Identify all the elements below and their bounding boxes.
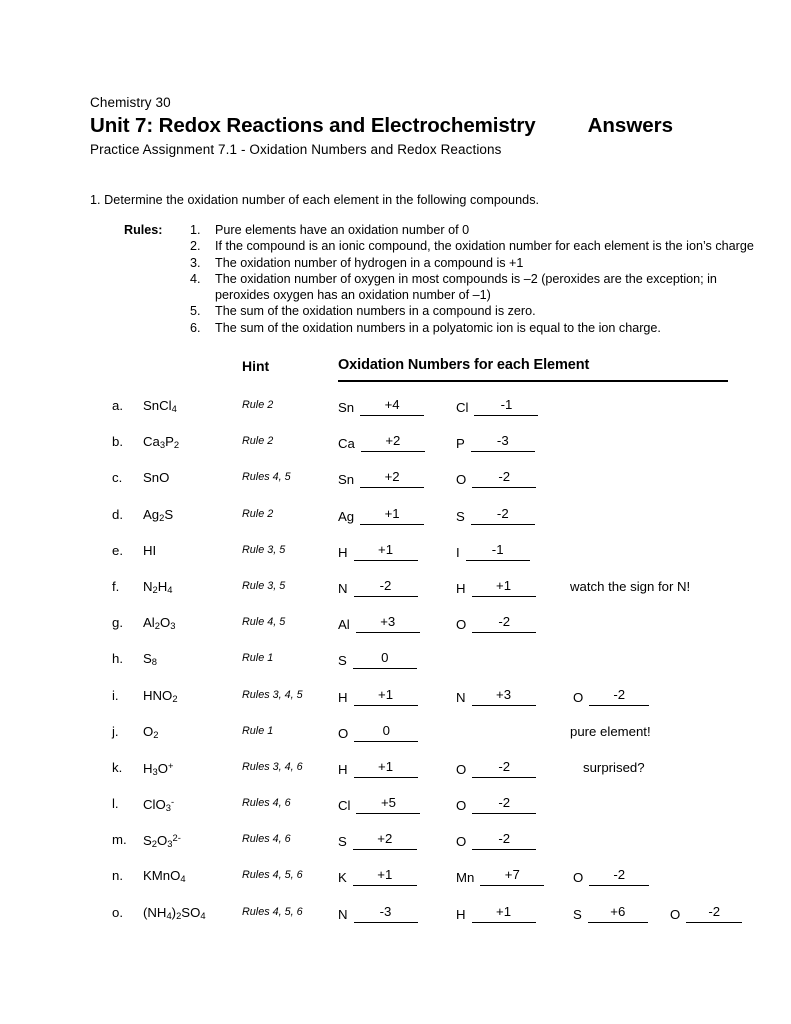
rule-hint: Rule 2 xyxy=(242,399,274,411)
rule-text: The oxidation number of oxygen in most compounds is –2 (peroxides are the exception; in peroxides oxygen has an oxidation number of –1) xyxy=(215,271,717,303)
oxidation-number-blank[interactable]: +1 xyxy=(360,506,424,525)
title-row xyxy=(90,113,730,138)
chemical-formula: $(NH_4)_2SO_4$ xyxy=(143,904,206,921)
chemical-formula: $HNO_2$ xyxy=(143,687,178,704)
element-symbol: N xyxy=(338,906,348,922)
rule-item xyxy=(190,255,760,271)
oxidation-answer-cell xyxy=(670,904,742,923)
oxidation-number-blank[interactable]: +5 xyxy=(356,795,420,814)
oxidation-answer-cell xyxy=(338,397,424,416)
oxidation-number-blank[interactable]: -1 xyxy=(474,397,538,416)
oxidation-number-blank[interactable]: -2 xyxy=(472,795,536,814)
oxidation-answer-cell xyxy=(456,397,538,416)
row-letter: d. xyxy=(112,506,123,522)
table-row xyxy=(90,538,791,574)
oxidation-number-blank[interactable]: -2 xyxy=(471,506,535,525)
answer-table xyxy=(90,393,791,936)
row-letter: m. xyxy=(112,832,127,848)
oxidation-answer-cell xyxy=(338,506,424,525)
oxidation-number-blank[interactable]: -2 xyxy=(589,687,649,706)
table-row xyxy=(90,863,791,899)
row-letter: l. xyxy=(112,796,119,812)
element-symbol: H xyxy=(456,580,466,596)
oxidation-answer-cell xyxy=(338,759,418,778)
oxidation-answer-cell xyxy=(338,614,420,633)
oxidation-answer-cell xyxy=(573,904,648,923)
element-symbol: Ca xyxy=(338,436,355,452)
element-symbol: K xyxy=(338,870,347,886)
rule-hint: Rule 2 xyxy=(242,435,274,448)
element-symbol: S xyxy=(338,653,347,669)
rule-hint: Rules 4, 6 xyxy=(242,797,291,810)
table-row xyxy=(90,610,791,646)
header-divider-line xyxy=(338,380,728,382)
oxidation-number-blank[interactable]: +1 xyxy=(354,759,418,778)
assignment-subtitle: Practice Assignment 7.1 - Oxidation Numbers and Redox Reactions xyxy=(90,142,502,157)
rule-text: The oxidation number of hydrogen in a compound is +1 xyxy=(215,255,524,270)
chemical-formula: $Al_2O_3$ xyxy=(143,615,176,632)
rule-hint: Rules 4, 5, 6 xyxy=(242,905,303,918)
oxidation-answer-cell xyxy=(338,542,418,561)
oxidation-number-blank[interactable]: +1 xyxy=(354,687,418,706)
rule-text: The sum of the oxidation numbers in a compound is zero. xyxy=(215,304,536,319)
table-row xyxy=(90,393,791,429)
oxidation-answer-cell xyxy=(456,867,544,886)
oxidation-number-blank[interactable]: -2 xyxy=(472,831,536,850)
chemical-formula: $O_2$ xyxy=(143,723,159,740)
oxidation-answer-cell xyxy=(456,469,536,488)
oxidation-number-blank[interactable]: -3 xyxy=(354,904,418,923)
rule-hint: Rule 1 xyxy=(242,652,274,665)
oxidation-number-blank[interactable]: +2 xyxy=(361,433,425,452)
oxidation-number-blank[interactable]: +1 xyxy=(472,904,536,923)
element-symbol: O xyxy=(338,725,349,741)
rule-hint: Rule 3, 5 xyxy=(242,543,286,556)
element-symbol: Cl xyxy=(338,798,351,814)
chemical-formula: ClO$_3$- xyxy=(143,796,175,814)
rule-number: 4. xyxy=(190,271,201,286)
element-symbol: Al xyxy=(338,617,350,633)
oxidation-number-blank[interactable]: +1 xyxy=(472,578,536,597)
oxidation-answer-cell xyxy=(573,867,649,886)
oxidation-answer-cell xyxy=(456,759,536,778)
oxidation-answer-cell xyxy=(338,904,418,923)
element-symbol: H xyxy=(456,906,466,922)
page-title: Unit 7: Redox Reactions and Electrochemistry xyxy=(90,114,536,137)
rule-item xyxy=(190,238,760,254)
rule-hint: Rules 4, 5, 6 xyxy=(242,869,303,882)
oxidation-answer-cell xyxy=(338,831,417,850)
oxidation-answer-cell xyxy=(456,542,530,561)
oxidation-number-blank[interactable]: +2 xyxy=(360,469,424,488)
table-row xyxy=(90,900,791,936)
row-note: surprised? xyxy=(583,759,645,775)
row-letter: e. xyxy=(112,542,123,558)
table-row xyxy=(90,827,791,863)
oxidation-number-blank[interactable]: -2 xyxy=(354,578,418,597)
row-letter: f. xyxy=(112,578,120,594)
rule-text: Pure elements have an oxidation number of 0 xyxy=(215,223,470,237)
oxidation-number-blank[interactable]: +7 xyxy=(480,867,544,886)
answers-label: Answers xyxy=(587,114,674,137)
element-symbol: O xyxy=(670,906,681,922)
table-row xyxy=(90,755,791,791)
oxidation-answer-cell xyxy=(456,578,536,597)
oxidation-number-blank[interactable]: +1 xyxy=(354,542,418,561)
element-symbol: Sn xyxy=(338,472,355,488)
oxidation-number-blank[interactable]: -2 xyxy=(472,759,536,778)
row-letter: o. xyxy=(112,904,123,920)
oxidation-number-blank[interactable]: -2 xyxy=(472,614,536,633)
chemical-formula: $Ca_3P_2$ xyxy=(143,434,180,451)
rule-number: 2. xyxy=(190,239,201,254)
table-row xyxy=(90,465,791,501)
oxidation-number-blank[interactable]: +6 xyxy=(588,904,648,923)
chemical-formula: HI xyxy=(143,542,157,558)
oxidation-answer-cell xyxy=(338,795,420,814)
rule-number: 3. xyxy=(190,255,201,270)
rule-number: 6. xyxy=(190,320,201,335)
element-symbol: O xyxy=(456,617,467,633)
oxidation-answer-cell xyxy=(456,831,536,850)
rule-item xyxy=(190,303,760,319)
rule-hint: Rules 4, 6 xyxy=(242,833,291,846)
table-row xyxy=(90,791,791,827)
table-row xyxy=(90,574,791,610)
rule-number: 5. xyxy=(190,304,201,319)
row-note: pure element! xyxy=(570,723,651,739)
chemical-formula: SnO xyxy=(143,470,170,486)
oxidation-answer-cell xyxy=(456,506,535,525)
rule-hint: Rules 4, 5 xyxy=(242,471,291,484)
element-symbol: P xyxy=(456,436,465,452)
chemical-formula: $Ag_2S$ xyxy=(143,506,174,523)
rule-text: The sum of the oxidation numbers in a polyatomic ion is equal to the ion charge. xyxy=(215,320,661,335)
element-symbol: Sn xyxy=(338,400,355,415)
oxidation-answer-cell xyxy=(338,650,417,669)
row-letter: n. xyxy=(112,868,123,884)
question-prompt: 1. Determine the oxidation number of each element in the following compounds. xyxy=(90,193,540,207)
table-header xyxy=(90,358,740,386)
oxidation-number-blank[interactable]: -1 xyxy=(466,542,530,561)
element-symbol: O xyxy=(456,472,467,488)
oxidation-number-blank[interactable]: 0 xyxy=(353,650,417,669)
rule-hint: Rule 3, 5 xyxy=(242,579,286,592)
course-name: Chemistry 30 xyxy=(90,95,171,110)
oxidation-number-blank[interactable]: +4 xyxy=(360,397,424,416)
element-symbol: O xyxy=(456,798,467,814)
table-row xyxy=(90,429,791,465)
element-symbol: S xyxy=(456,508,465,524)
oxidation-answer-cell xyxy=(456,904,536,923)
element-symbol: O xyxy=(456,761,467,777)
element-symbol: O xyxy=(456,834,467,850)
oxidation-number-blank[interactable]: +3 xyxy=(472,687,536,706)
rule-hint: Rule 1 xyxy=(242,724,274,737)
oxidation-answer-cell xyxy=(456,614,536,633)
rules-list xyxy=(190,222,760,336)
oxidation-number-blank[interactable]: +3 xyxy=(356,614,420,633)
oxidation-answer-cell xyxy=(338,723,418,742)
element-symbol: H xyxy=(338,544,348,560)
rules-label: Rules: xyxy=(124,223,163,237)
row-letter: i. xyxy=(112,687,119,703)
table-row xyxy=(90,502,791,538)
rule-hint: Rules 3, 4, 5 xyxy=(242,688,303,701)
element-symbol: Mn xyxy=(456,870,475,886)
row-letter: c. xyxy=(112,470,123,486)
oxidation-number-blank[interactable]: +2 xyxy=(353,831,417,850)
element-symbol: H xyxy=(338,689,348,705)
row-letter: g. xyxy=(112,615,123,631)
element-symbol: O xyxy=(573,689,584,705)
element-symbol: Cl xyxy=(456,400,469,415)
element-symbol: H xyxy=(338,761,348,777)
row-letter: j. xyxy=(112,723,119,739)
column-header-oxidation-numbers: Oxidation Numbers for each Element xyxy=(338,357,590,373)
row-note: watch the sign for N! xyxy=(570,578,691,594)
rule-hint: Rules 3, 4, 6 xyxy=(242,760,303,773)
oxidation-answer-cell xyxy=(456,795,536,814)
row-letter: k. xyxy=(112,759,123,775)
table-row xyxy=(90,646,791,682)
rule-text: If the compound is an ionic compound, the oxidation number for each element is the ion’s charge xyxy=(215,239,754,254)
oxidation-answer-cell xyxy=(338,687,418,706)
chemical-formula: KMnO$_4$ xyxy=(143,868,186,885)
row-letter: a. xyxy=(112,398,123,413)
rule-hint: Rule 2 xyxy=(242,507,274,520)
element-symbol: O xyxy=(573,870,584,886)
column-header-hint: Hint xyxy=(242,358,270,374)
oxidation-answer-cell xyxy=(338,469,424,488)
row-letter: b. xyxy=(112,434,123,450)
chemical-formula: $S_8$ xyxy=(143,651,158,668)
oxidation-number-blank[interactable]: -2 xyxy=(589,867,649,886)
rule-number: 1. xyxy=(190,223,201,237)
chemical-formula: $N_2H_4$ xyxy=(143,578,173,595)
rules-block xyxy=(124,222,760,336)
oxidation-answer-cell xyxy=(338,867,417,886)
oxidation-answer-cell xyxy=(338,433,425,452)
element-symbol: Ag xyxy=(338,508,355,524)
oxidation-number-blank[interactable]: +1 xyxy=(353,867,417,886)
chemical-formula: $S_2O_3^{2-}$ xyxy=(143,832,181,850)
row-letter: h. xyxy=(112,651,123,667)
oxidation-number-blank[interactable]: -2 xyxy=(472,469,536,488)
oxidation-number-blank[interactable]: -2 xyxy=(686,904,742,923)
document-header xyxy=(90,94,730,159)
chemical-formula: $H_3O^+$ xyxy=(143,759,174,777)
element-symbol: S xyxy=(338,834,347,850)
oxidation-answer-cell xyxy=(573,687,649,706)
element-symbol: I xyxy=(456,544,460,560)
element-symbol: N xyxy=(456,689,466,705)
oxidation-answer-cell xyxy=(456,433,535,452)
rule-item xyxy=(190,320,760,336)
table-row xyxy=(90,683,791,719)
oxidation-answer-cell xyxy=(338,578,418,597)
element-symbol: N xyxy=(338,580,348,596)
rule-item xyxy=(190,271,760,304)
element-symbol: S xyxy=(573,906,582,922)
chemical-formula: SnCl$_4$ xyxy=(143,398,177,415)
table-row xyxy=(90,719,791,755)
oxidation-number-blank[interactable]: 0 xyxy=(354,723,418,742)
oxidation-answer-cell xyxy=(456,687,536,706)
rule-item xyxy=(190,222,760,238)
rule-hint: Rule 4, 5 xyxy=(242,616,286,629)
oxidation-number-blank[interactable]: -3 xyxy=(471,433,535,452)
